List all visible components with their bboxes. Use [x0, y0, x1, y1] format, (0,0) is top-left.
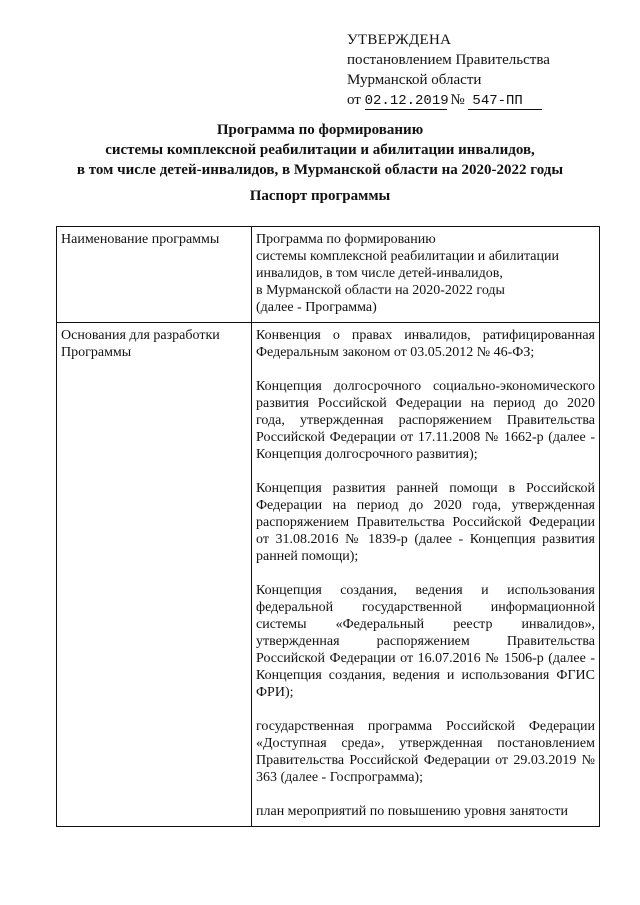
- value-line: (далее - Программа): [256, 300, 377, 315]
- table-row: [57, 227, 600, 323]
- approval-block: [347, 30, 550, 110]
- row-label: Основания для разработки Программы: [57, 323, 252, 827]
- passport-table: [56, 226, 600, 827]
- approval-line-2: Мурманской области: [347, 72, 482, 88]
- value-line: в Мурманской области на 2020-2022 годы: [256, 283, 505, 298]
- basis-paragraph: Концепция создания, ведения и использования федеральной государственной информационной системы «Федеральный реестр инвалидов», утвержденная распоряжением Правительства Российской Федерации от 16.07.2016 № 1506-р (далее - Концепция создания, ведения и использования ФГИС ФРИ);: [256, 583, 595, 700]
- approval-number: 547-ПП: [468, 93, 542, 110]
- title-line-1: Программа по формированию: [216, 122, 424, 138]
- document-title: [0, 120, 640, 180]
- row-label: Наименование программы: [57, 227, 252, 323]
- basis-paragraph: Конвенция о правах инвалидов, ратифицированная Федеральным законом от 03.05.2012 № 46-ФЗ;: [256, 328, 595, 360]
- basis-paragraph: государственная программа Российской Федерации «Доступная среда», утвержденная постановлением Правительства Российской Федерации от 29.03.2019 № 363 (далее - Госпрограмма);: [256, 719, 595, 785]
- approval-prefix: от: [347, 92, 361, 108]
- title-line-2: системы комплексной реабилитации и абилитации инвалидов,: [105, 142, 535, 158]
- basis-paragraph: Концепция долгосрочного социально-экономического развития Российской Федерации на период до 2020 года, утвержденная распоряжением Правительства Российской Федерации от 17.11.2008 № 1662-р (далее - Концепция долгосрочного развития);: [256, 379, 595, 462]
- approval-number-sign: №: [450, 92, 465, 108]
- value-line: системы комплексной реабилитации и абилитации: [256, 249, 559, 264]
- row-value: [252, 323, 600, 827]
- approval-date-line: [347, 90, 550, 110]
- title-line-3: в том числе детей-инвалидов, в Мурманской области на 2020-2022 годы: [76, 162, 564, 178]
- basis-paragraph: Концепция развития ранней помощи в Российской Федерации на период до 2020 года, утвержденная распоряжением Правительства Российской Федерации от 31.08.2016 № 1839-р (далее - Концепция развития ранней помощи);: [256, 481, 595, 564]
- approval-date: 02.12.2019: [364, 93, 449, 109]
- row-value: [252, 227, 600, 323]
- basis-paragraph: план мероприятий по повышению уровня занятости: [256, 804, 569, 819]
- value-line: Программа по формированию: [256, 232, 436, 247]
- passport-heading: Паспорт программы: [249, 188, 391, 204]
- approval-heading: УТВЕРЖДЕНА: [347, 32, 452, 48]
- approval-line-1: постановлением Правительства: [347, 52, 550, 68]
- table-row: [57, 323, 600, 827]
- value-line: инвалидов, в том числе детей-инвалидов,: [256, 266, 503, 281]
